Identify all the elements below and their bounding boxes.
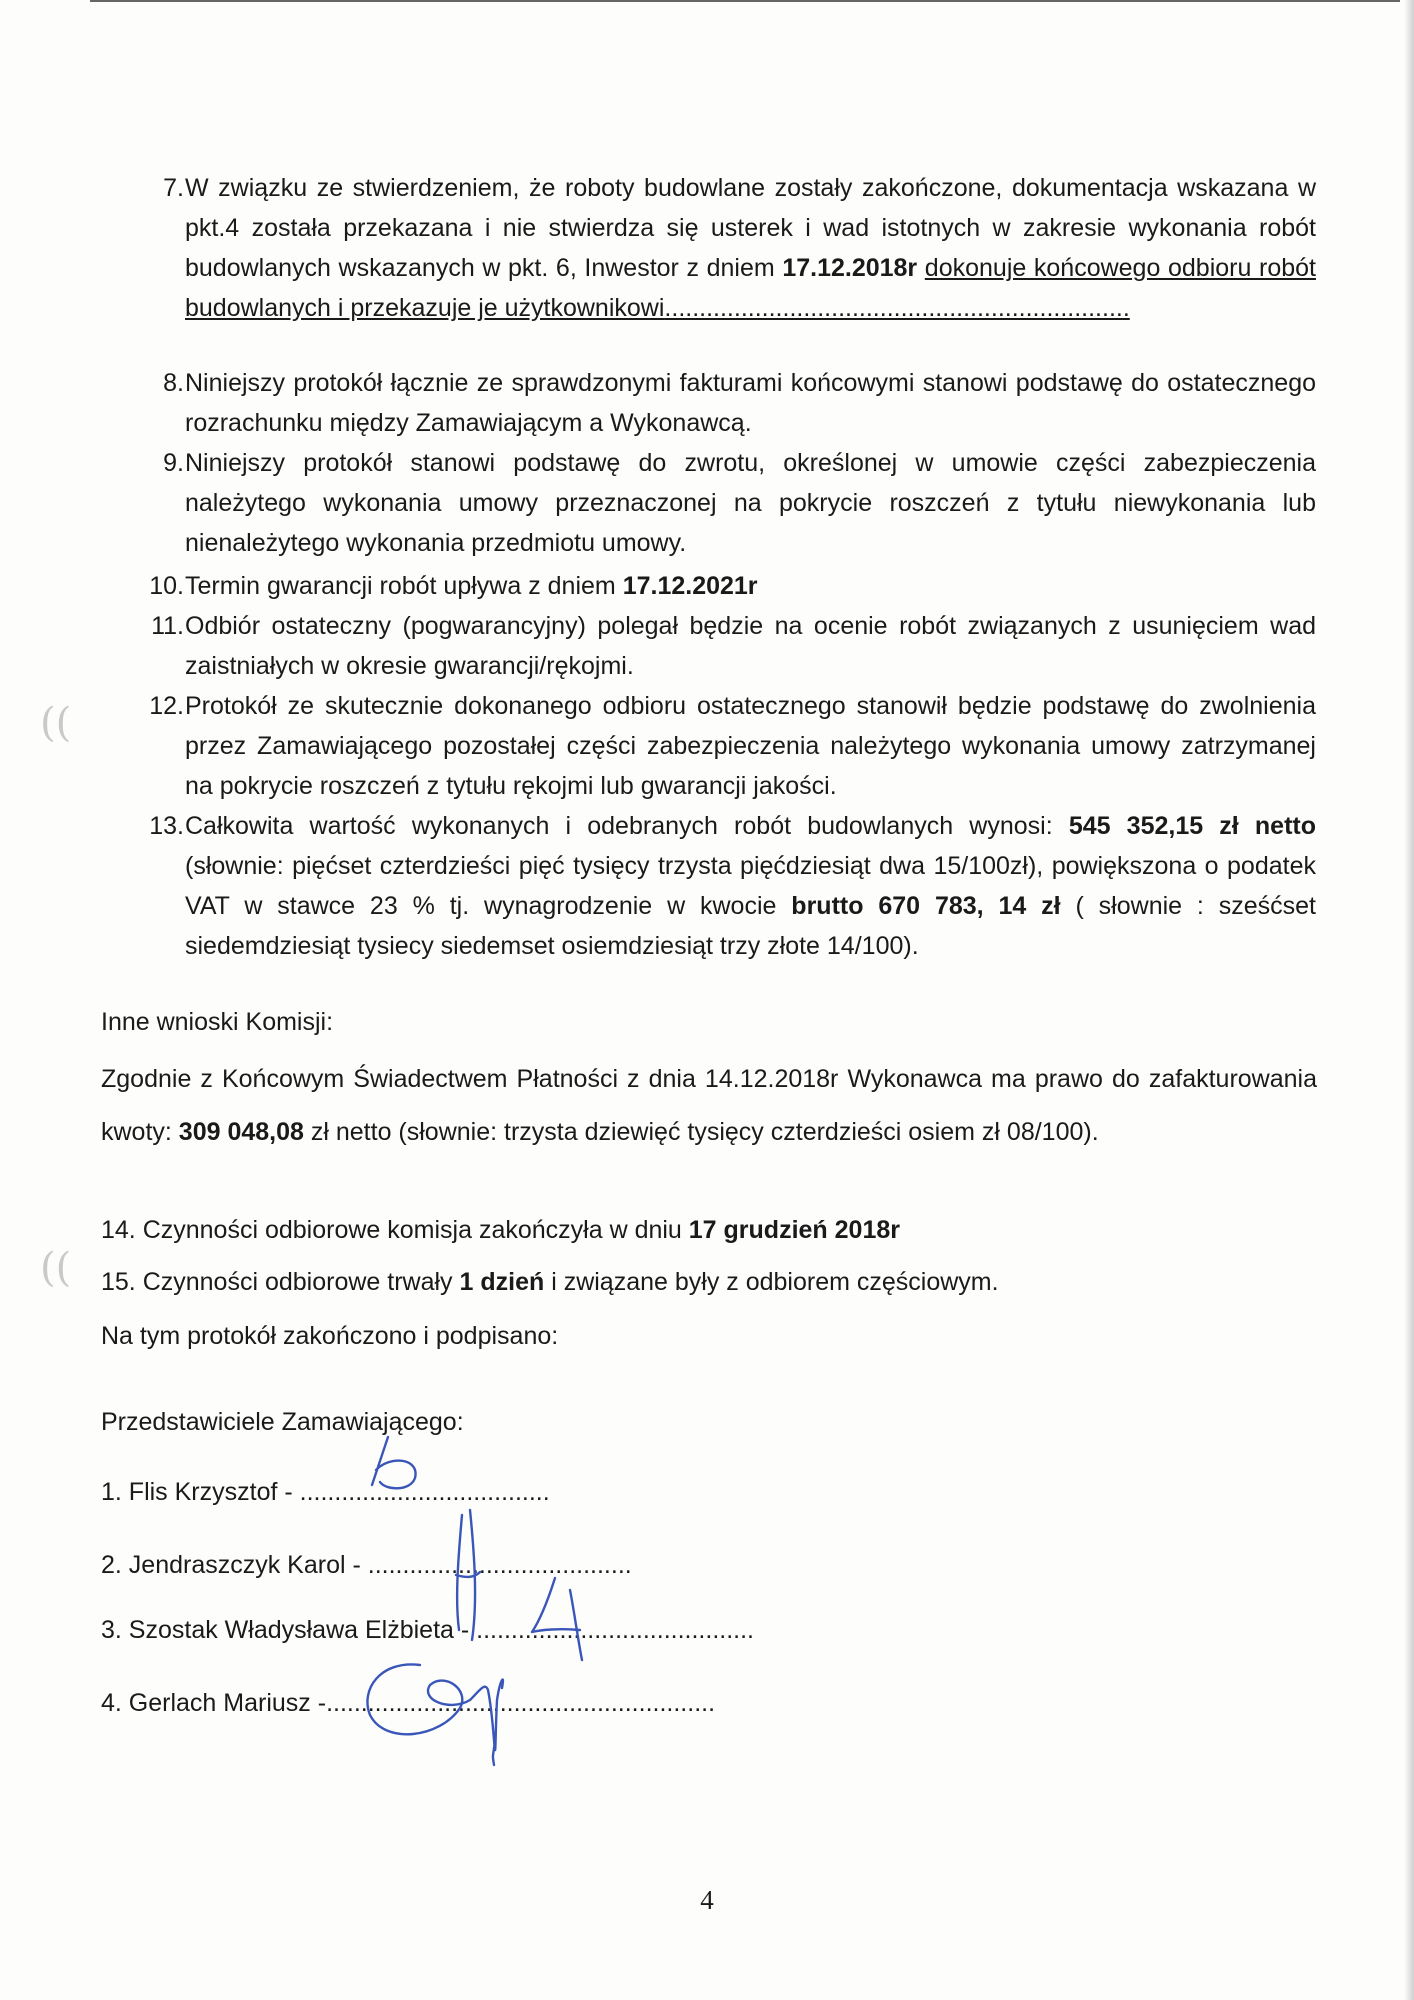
para-text: 14. Czynności odbiorowe komisja zakończyła w dniu (101, 1216, 689, 1244)
para-text: 15. Czynności odbiorowe trwały (101, 1268, 460, 1296)
list-item-8 (140, 363, 1316, 443)
item-dots: ................................................................... (664, 294, 1130, 322)
signatory-name: 2. Jendraszczyk Karol - (101, 1551, 368, 1579)
item-underlined-text: dokonuje końcowego odbioru robót budowlanych i przekazuje je użytkownikowi (185, 254, 1316, 322)
item-body: Protokół ze skutecznie dokonanego odbioru ostatecznego stanowił będzie podstawę do zwolnienia przez Zamawiającego pozostałej części zabezpieczenia należytego wykonania umowy zatrzymanej na pokrycie roszczeń z tytułu rękojmi lub gwarancji jakości. (185, 692, 1316, 800)
scan-right-edge (1404, 0, 1414, 2000)
item-bold-date: 17.12.2018r (782, 254, 918, 282)
duration: 1 dzień (459, 1268, 545, 1296)
item-14 (101, 1210, 1317, 1250)
item-number: 11. (151, 612, 184, 640)
item-body: Niniejszy protokół stanowi podstawę do zwrotu, określonej w umowie części zabezpieczenia należytego wykonania umowy przeznaczonej na pokrycie roszczeń z tytułu niewykonania lub nienależytego wykonania przedmiotu umowy. (185, 449, 1316, 557)
list-item-10 (140, 566, 1316, 606)
item-body: Niniejszy protokół łącznie ze sprawdzonymi fakturami końcowymi stanowi podstawę do ostatecznego rozrachunku między Zamawiającym a Wykonawcą. (185, 369, 1316, 437)
signatory-line-2 (101, 1545, 632, 1585)
list-item-12 (140, 686, 1316, 806)
item-number: 10. (149, 572, 184, 600)
item-body: Odbiór ostateczny (pogwarancyjny) polegał będzie na ocenie robót związanych z usunięciem wad zaistniałych w okresie gwarancji/rękojmi. (185, 612, 1316, 680)
scan-mark: (( (40, 1245, 72, 1291)
item-body (185, 806, 1316, 966)
signature-dots: ........................................................ (326, 1689, 716, 1717)
item-bold-date: 17.12.2021r (622, 572, 758, 600)
gross-amount: brutto 670 783, 14 zł (791, 892, 1061, 920)
item-text: (słownie: pięćset czterdzieści pięć tysięcy trzysta pięćdziesiąt dwa 15/100zł), powiększona o podatek VAT w stawce 23 % tj. wynagrodzenie w kwocie (185, 852, 1316, 920)
other-conclusions-heading: Inne wnioski Komisji: (101, 1008, 334, 1036)
item-number: 9. (163, 449, 184, 477)
other-conclusions-text (101, 1053, 1317, 1159)
representatives-heading: Przedstawiciele Zamawiającego: (101, 1408, 464, 1436)
signature-dots: ...................................... (367, 1551, 632, 1579)
item-number: 7. (163, 174, 184, 202)
signature-dots: ........................................ (476, 1616, 754, 1644)
para-text: i związane były z odbiorem częściowym. (544, 1268, 999, 1296)
signatory-line-4 (101, 1683, 715, 1723)
item-body (185, 566, 1316, 606)
list-item-13 (140, 806, 1316, 966)
signature-dots: .................................... (299, 1478, 550, 1506)
list-item-9 (140, 443, 1316, 563)
item-body (185, 168, 1316, 328)
item-number: 8. (163, 369, 184, 397)
signatory-line-3 (101, 1610, 754, 1650)
list-item-11 (140, 606, 1316, 686)
scan-top-border (90, 0, 1400, 2)
signatory-name: 4. Gerlach Mariusz - (101, 1689, 327, 1717)
item-number: 12. (149, 692, 184, 720)
item-number: 13. (149, 812, 184, 840)
net-amount: 545 352,15 zł netto (1068, 812, 1316, 840)
signatory-line-1 (101, 1472, 550, 1512)
list-item-7 (140, 168, 1316, 328)
end-date: 17 grudzień 2018r (688, 1216, 900, 1244)
item-text: W związku ze stwierdzeniem, że roboty budowlane zostały zakończone, dokumentacja wskazana w pkt.4 została przekazana i nie stwierdza się usterek i wad istotnych w zakresie wykonania robót budowlanych wskazanych w pkt. 6, Inwestor z dniem (185, 174, 1316, 282)
page-number: 4 (700, 1885, 714, 1915)
para-text: Zgodnie z Końcowym Świadectwem Płatności z dnia 14.12.2018r Wykonawca ma prawo do zafakturowania kwoty: (101, 1065, 1317, 1146)
item-15 (101, 1262, 1317, 1302)
signatory-name: 1. Flis Krzysztof - (101, 1478, 300, 1506)
item-text: Całkowita wartość wykonanych i odebranych robót budowlanych wynosi: (185, 812, 1069, 840)
invoice-amount: 309 048,08 (178, 1118, 304, 1146)
scan-mark: (( (40, 700, 72, 746)
item-text: ( słownie : sześćset siedemdziesiąt tysiecy siedemset osiemdziesiąt trzy złote 14/100). (185, 892, 1316, 960)
signatory-name: 3. Szostak Władysława Elżbieta - (101, 1616, 477, 1644)
para-text: zł netto (słownie: trzysta dziewięć tysięcy czterdzieści osiem zł 08/100). (303, 1118, 1099, 1146)
closing-statement: Na tym protokół zakończono i podpisano: (101, 1322, 559, 1350)
item-text: Termin gwarancji robót upływa z dniem (185, 572, 623, 600)
